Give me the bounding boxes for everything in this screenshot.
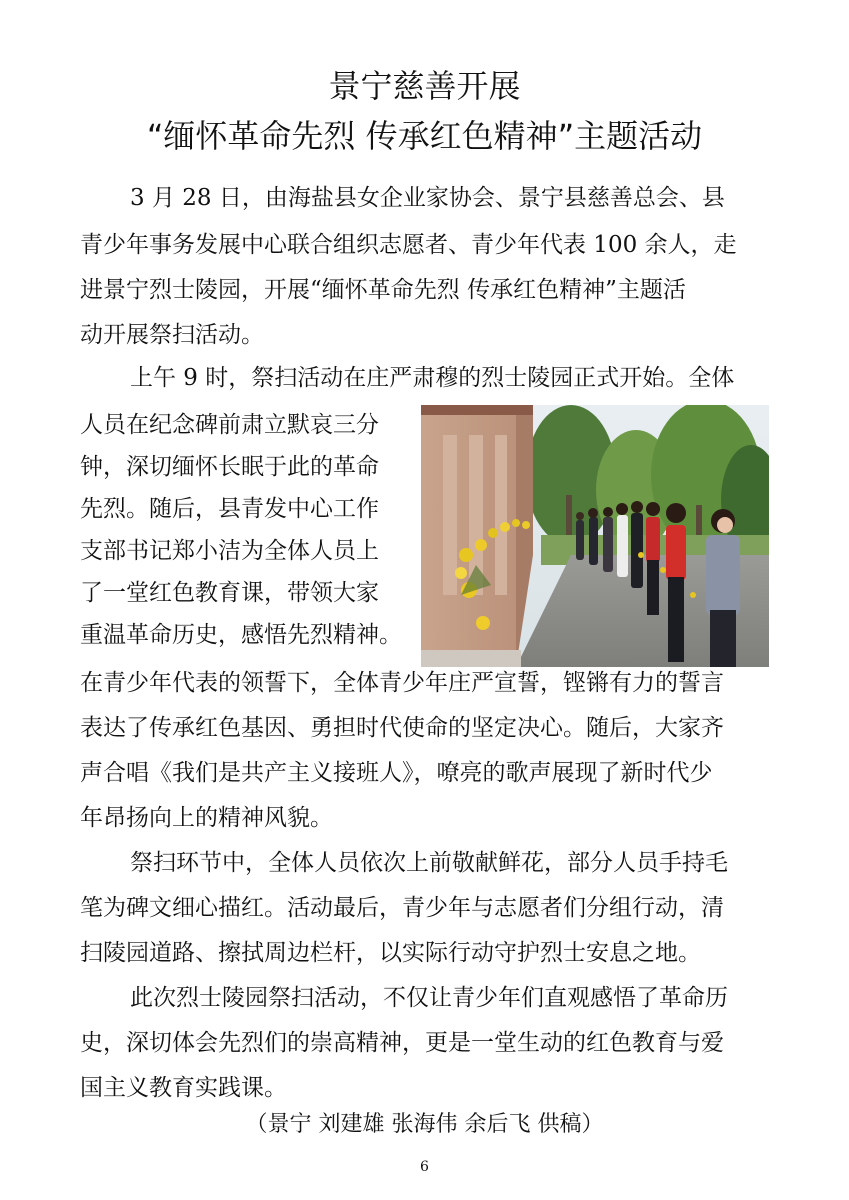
body-line: 先烈。随后，县青发中心工作 (80, 496, 379, 522)
body-line: 钟，深切缅怀长眠于此的革命 (80, 454, 379, 480)
body-line: 上午 9 时，祭扫活动在庄严肃穆的烈士陵园正式开始。全体 (130, 365, 735, 391)
body-line: 此次烈士陵园祭扫活动，不仅让青少年们直观感悟了革命历 (130, 985, 728, 1011)
body-line: 3 月 28 日，由海盐县女企业家协会、景宁县慈善总会、县 (130, 185, 725, 211)
body-line: 人员在纪念碑前肃立默哀三分 (80, 412, 379, 438)
body-line: 笔为碑文细心描红。活动最后，青少年与志愿者们分组行动，清 (80, 895, 724, 921)
body-line: 扫陵园道路、擦拭周边栏杆，以实际行动守护烈士安息之地。 (80, 940, 701, 966)
body-line: 重温革命历史，感悟先烈精神。 (80, 622, 402, 648)
title-line-1: 景宁慈善开展 (328, 67, 521, 105)
body-line: 祭扫环节中，全体人员依次上前敬献鲜花，部分人员手持毛 (130, 850, 728, 876)
page-number: 6 (420, 1159, 429, 1175)
body-line: 动开展祭扫活动。 (80, 322, 264, 348)
body-line: 支部书记郑小洁为全体人员上 (80, 538, 379, 564)
memorial-photo (421, 405, 769, 667)
body-line: 年昂扬向上的精神风貌。 (80, 805, 333, 831)
body-line: 在青少年代表的领誓下，全体青少年庄严宣誓，铿锵有力的誓言 (80, 670, 724, 696)
body-line: 表达了传承红色基因、勇担时代使命的坚定决心。随后，大家齐 (80, 715, 724, 741)
body-line: 进景宁烈士陵园，开展“缅怀革命先烈 传承红色精神”主题活 (80, 277, 686, 303)
body-line: 声合唱《我们是共产主义接班人》，嘹亮的歌声展现了新时代少 (80, 760, 713, 786)
body-line: 了一堂红色教育课，带领大家 (80, 580, 379, 606)
body-line: 国主义教育实践课。 (80, 1075, 287, 1101)
body-line: 青少年事务发展中心联合组织志愿者、青少年代表 100 余人，走 (80, 232, 737, 258)
title-line-2: “缅怀革命先烈 传承红色精神”主题活动 (146, 117, 703, 155)
byline: （景宁 刘建雄 张海伟 余后飞 供稿） (245, 1112, 604, 1137)
body-line: 史，深切体会先烈们的崇高精神，更是一堂生动的红色教育与爱 (80, 1030, 724, 1056)
